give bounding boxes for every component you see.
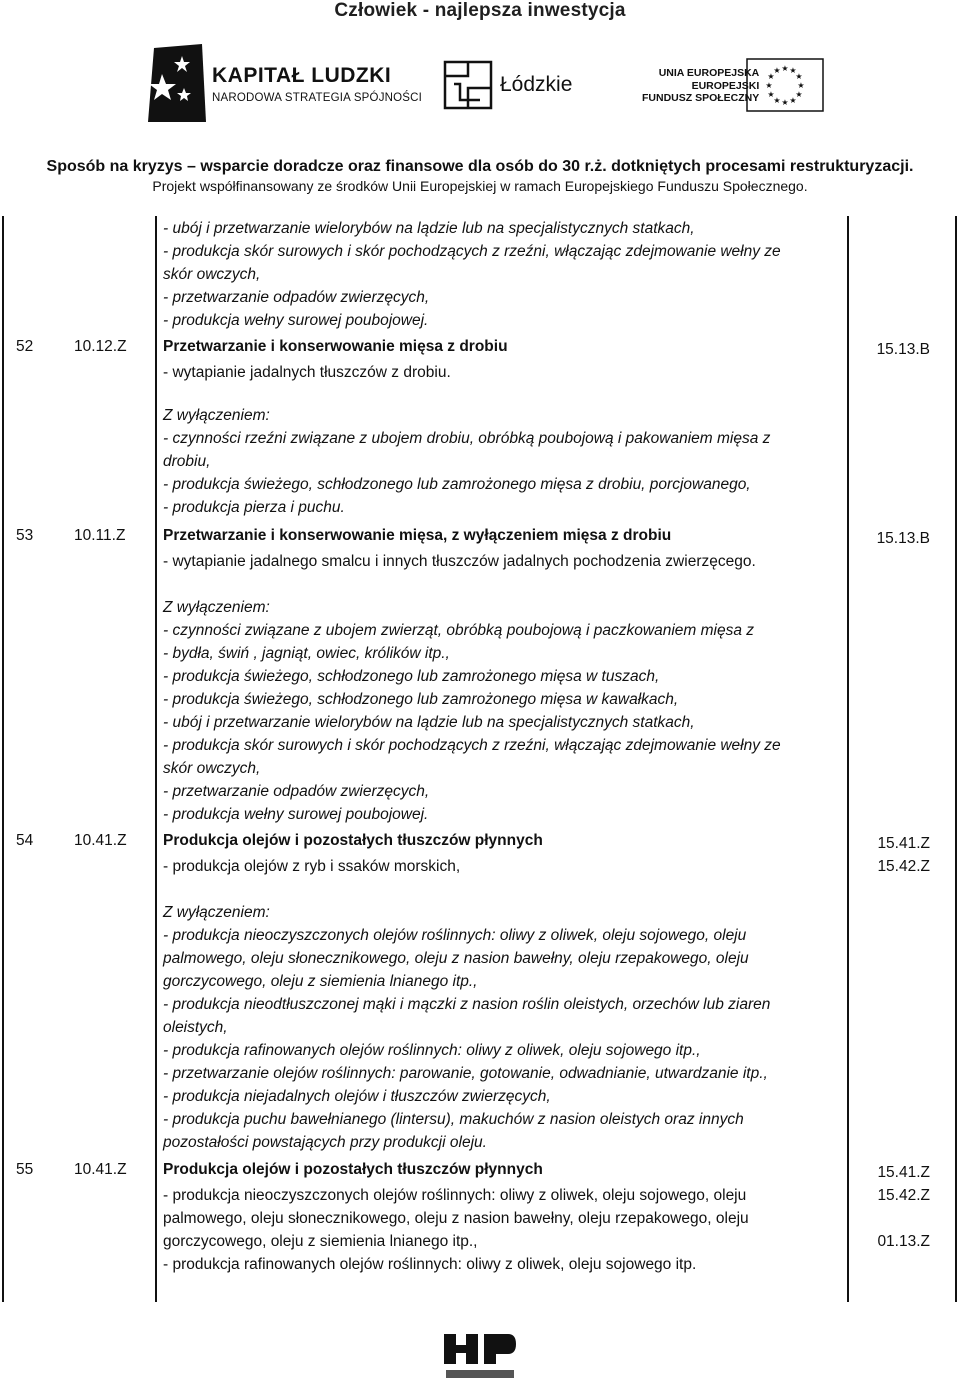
row-title: Produkcja olejów i pozostałych tłuszczów płynnych <box>163 1161 543 1178</box>
table-row-52 <box>16 338 946 360</box>
exclude-line: skór owczych, <box>163 760 261 777</box>
exclude-line: - produkcja nieodtłuszczonej mąki i mączki z nasion roślin oleistych, orzechów lub ziaren <box>163 996 771 1013</box>
code-item: 15.41.Z <box>877 835 930 852</box>
svg-text:★: ★ <box>781 98 789 107</box>
exclude-line: - czynności rzeźni związane z ubojem drobiu, obróbką poubojową i pakowaniem mięsa z <box>163 430 771 447</box>
continuation-line: skór owczych, <box>163 266 261 283</box>
continuation-block <box>163 217 853 332</box>
pkd2004-codes <box>860 832 930 878</box>
eu-text-block <box>642 67 759 105</box>
row-number: 52 <box>16 338 34 355</box>
continuation-line: - przetwarzanie odpadów zwierzęcych, <box>163 289 430 306</box>
exclude-line: - bydła, świń , jagniąt, owiec, królików itp., <box>163 645 450 662</box>
exclude-line: - czynności związane z ubojem zwierząt, obróbką poubojową i paczkowaniem mięsa z <box>163 622 754 639</box>
row-number: 53 <box>16 527 34 544</box>
exclude-line: gorczycowego, oleju z siemienia lnianego itp., <box>163 973 478 990</box>
eu-flag-icon <box>746 58 824 112</box>
exclude-line: - produkcja świeżego, schłodzonego lub zamrożonego mięsa w tuszach, <box>163 668 660 685</box>
lodzkie-name: Łódzkie <box>500 73 573 96</box>
include-line: - produkcja rafinowanych olejów roślinnych: oliwy z oliwek, oleju sojowego itp. <box>163 1256 697 1273</box>
row-number: 55 <box>16 1161 34 1178</box>
table-row-53 <box>16 527 946 549</box>
svg-text:★: ★ <box>795 90 803 99</box>
include-line: - wytapianie jadalnego smalcu i innych tłuszczów jadalnych pochodzenia zwierzęcego. <box>163 553 756 570</box>
eu-line-3: FUNDUSZ SPOŁECZNY <box>642 92 760 104</box>
row-title: Produkcja olejów i pozostałych tłuszczów płynnych <box>163 832 543 849</box>
project-title: Sposób na kryzys – wsparcie doradcze oraz finansowe dla osób do 30 r.ż. dotkniętych procesami restrukturyzacji. <box>46 158 914 175</box>
eu-line-1: UNIA EUROPEJSKA <box>658 67 760 79</box>
include-line: gorczycowego, oleju z siemienia lnianego itp., <box>163 1233 478 1250</box>
code-item: 15.42.Z <box>877 858 930 875</box>
exclude-line: - produkcja pierza i puchu. <box>163 499 345 516</box>
svg-text:★: ★ <box>767 90 775 99</box>
exclude-line: palmowego, oleju słonecznikowego, oleju z nasion bawełny, oleju rzepakowego, oleju <box>163 950 749 967</box>
exclusion-label: Z wyłączeniem: <box>163 599 270 616</box>
svg-text:★: ★ <box>797 81 805 90</box>
exclude-line: oleistych, <box>163 1019 228 1036</box>
continuation-line: - ubój i przetwarzanie wielorybów na lądzie lub na specjalistycznych statkach, <box>163 220 695 237</box>
code-item: 15.42.Z <box>877 1187 930 1204</box>
row-55-body <box>163 1184 853 1276</box>
exclude-line: - przetwarzanie odpadów zwierzęcych, <box>163 783 430 800</box>
include-line: palmowego, oleju słonecznikowego, oleju z nasion bawełny, oleju rzepakowego, oleju <box>163 1210 749 1227</box>
pkd2004-codes <box>860 527 930 550</box>
svg-text:★: ★ <box>767 72 775 81</box>
pkd-code: 10.41.Z <box>74 1161 127 1178</box>
hrp-logo <box>440 1330 520 1384</box>
exclude-line: - ubój i przetwarzanie wielorybów na lądzie lub na specjalistycznych statkach, <box>163 714 695 731</box>
exclude-line: - produkcja nieoczyszczonych olejów roślinnych: oliwy z oliwek, oleju sojowego, oleju <box>163 927 747 944</box>
exclude-line: - przetwarzanie olejów roślinnych: parowanie, gotowanie, odwadnianie, utwardzanie itp., <box>163 1065 768 1082</box>
include-line: - wytapianie jadalnych tłuszczów z drobiu. <box>163 364 451 381</box>
row-52-body <box>163 361 853 519</box>
code-item: 15.13.B <box>876 530 930 547</box>
svg-text:★: ★ <box>795 72 803 81</box>
exclude-line: - produkcja wełny surowej poubojowej. <box>163 806 429 823</box>
kapital-ludzki-name: KAPITAŁ LUDZKI <box>212 64 392 87</box>
exclude-line: pozostałości powstających przy produkcji oleju. <box>163 1134 487 1151</box>
exclude-line: - produkcja niejadalnych olejów i tłuszczów zwierzęcych, <box>163 1088 551 1105</box>
row-title: Przetwarzanie i konserwowanie mięsa z drobiu <box>163 338 508 355</box>
svg-text:★: ★ <box>773 66 781 75</box>
row-title: Przetwarzanie i konserwowanie mięsa, z wyłączeniem mięsa z drobiu <box>163 527 672 544</box>
include-line: - produkcja olejów z ryb i ssaków morskich, <box>163 858 461 875</box>
code-item: 01.13.Z <box>877 1233 930 1250</box>
eu-line-2: EUROPEJSKI <box>691 79 760 92</box>
include-line: - produkcja nieoczyszczonych olejów roślinnych: oliwy z oliwek, oleju sojowego, oleju <box>163 1187 747 1204</box>
row-54-body <box>163 855 853 1154</box>
continuation-line: - produkcja skór surowych i skór pochodzących z rzeźni, włączając zdejmowanie wełny ze <box>163 243 781 260</box>
svg-text:★: ★ <box>781 64 789 73</box>
table-left-border <box>2 216 4 1302</box>
exclude-line: - produkcja rafinowanych olejów roślinnych: oliwy z oliwek, oleju sojowego itp., <box>163 1042 701 1059</box>
table-right-border <box>955 216 957 1302</box>
continuation-line: - produkcja wełny surowej poubojowej. <box>163 312 429 329</box>
svg-text:★: ★ <box>789 96 797 105</box>
table-row-55 <box>16 1161 946 1183</box>
exclude-line: - produkcja świeżego, schłodzonego lub zamrożonego mięsa z drobiu, porcjowanego, <box>163 476 751 493</box>
exclusion-label: Z wyłączeniem: <box>163 407 270 424</box>
pkd2004-codes <box>860 1161 930 1253</box>
code-item: 15.13.B <box>876 341 930 358</box>
pkd-code: 10.11.Z <box>74 527 126 544</box>
table-column-divider <box>155 216 157 1302</box>
svg-text:★: ★ <box>765 81 773 90</box>
page-top-title: Człowiek - najlepsza inwestycja <box>334 0 626 21</box>
exclude-line: drobiu, <box>163 453 211 470</box>
kapital-ludzki-subtitle: NARODOWA STRATEGIA SPÓJNOŚCI <box>212 92 423 104</box>
pkd-code: 10.12.Z <box>74 338 127 355</box>
row-53-body <box>163 550 853 826</box>
exclusion-label: Z wyłączeniem: <box>163 904 270 921</box>
row-number: 54 <box>16 832 34 849</box>
svg-text:★: ★ <box>789 66 797 75</box>
code-item: 15.41.Z <box>877 1164 930 1181</box>
exclude-line: - produkcja puchu bawełnianego (lintersu), makuchów z nasion oleistych oraz innych <box>163 1111 744 1128</box>
pkd2004-codes <box>860 338 930 361</box>
exclude-line: - produkcja świeżego, schłodzonego lub zamrożonego mięsa w kawałkach, <box>163 691 679 708</box>
table-row-54 <box>16 832 946 854</box>
exclude-line: - produkcja skór surowych i skór pochodzących z rzeźni, włączając zdejmowanie wełny ze <box>163 737 781 754</box>
svg-text:★: ★ <box>773 96 781 105</box>
project-cofinancing-note: Projekt współfinansowany ze środków Unii Europejskiej w ramach Europejskiego Funduszu Społecznego. <box>152 178 808 194</box>
pkd-code: 10.41.Z <box>74 832 127 849</box>
